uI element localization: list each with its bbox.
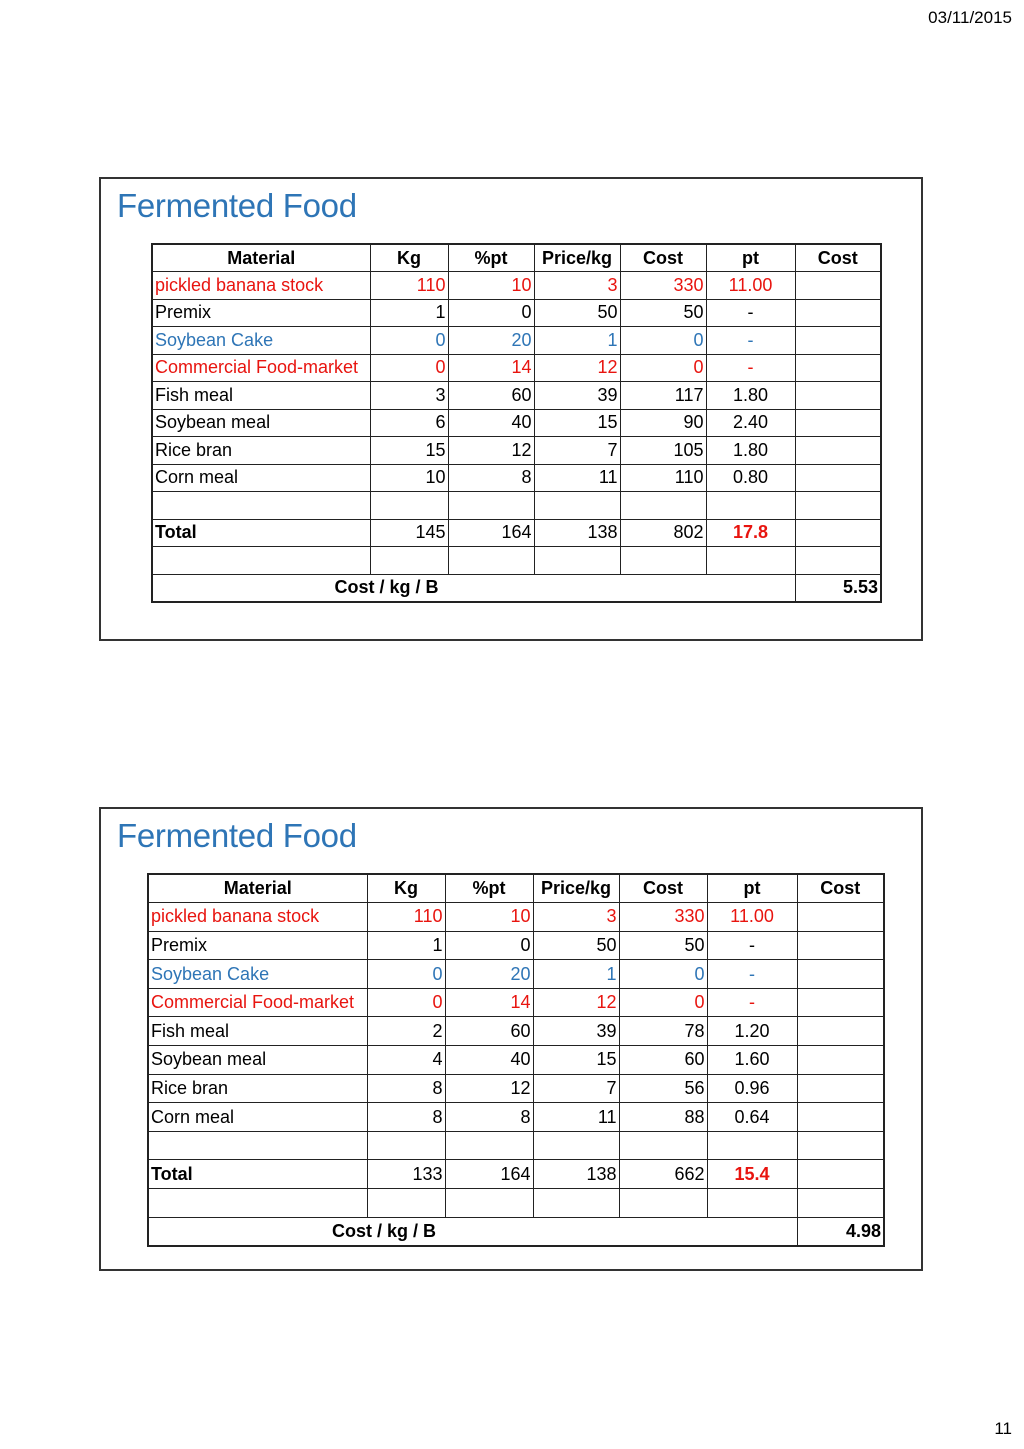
price-kg-cell: 39 <box>534 382 620 410</box>
pct-pt-cell: 0 <box>448 299 534 327</box>
table-row <box>152 354 881 382</box>
slide-title: Fermented Food <box>117 187 357 224</box>
material-cell: Premix <box>152 299 370 327</box>
price-kg-cell: 1 <box>534 327 620 355</box>
price-kg-cell: 12 <box>534 354 620 382</box>
kg-cell: 8 <box>367 1074 445 1103</box>
table-row <box>148 1074 884 1103</box>
column-header: pt <box>706 244 795 272</box>
cost2-cell <box>795 272 881 300</box>
price-kg-cell: 11 <box>534 464 620 492</box>
pt-cell: 0.96 <box>707 1074 797 1103</box>
empty-cell <box>448 492 534 520</box>
column-header: Cost <box>797 874 884 903</box>
material-cell: Corn meal <box>152 464 370 492</box>
cost-cell: 330 <box>619 903 707 932</box>
material-cell: Soybean Cake <box>148 960 367 989</box>
table-row <box>148 903 884 932</box>
column-header: pt <box>707 874 797 903</box>
pt-cell: 11.00 <box>706 272 795 300</box>
empty-cell <box>534 547 620 575</box>
cost-per-kg-label: Cost / kg / B <box>152 574 620 602</box>
pct-pt-cell: 12 <box>448 437 534 465</box>
kg-cell: 10 <box>370 464 448 492</box>
kg-cell: 3 <box>370 382 448 410</box>
price-kg-cell: 12 <box>533 988 619 1017</box>
table-row <box>148 1103 884 1132</box>
price-kg-cell: 15 <box>533 1046 619 1075</box>
empty-cell <box>620 547 706 575</box>
kg-cell: 2 <box>367 1017 445 1046</box>
total-label: Total <box>152 519 370 547</box>
kg-cell: 8 <box>367 1103 445 1132</box>
table-row <box>152 437 881 465</box>
kg-cell: 0 <box>370 354 448 382</box>
material-cell: Rice bran <box>152 437 370 465</box>
empty-cell <box>619 1189 707 1218</box>
empty-cell <box>795 492 881 520</box>
cost-per-kg-label: Cost / kg / B <box>148 1217 619 1246</box>
cost-per-kg-row <box>148 1217 884 1246</box>
pt-cell: - <box>707 931 797 960</box>
pt-cell: 1.80 <box>706 437 795 465</box>
empty-cell <box>148 1189 367 1218</box>
empty-cell <box>534 492 620 520</box>
material-cell: Soybean meal <box>152 409 370 437</box>
price-kg-cell: 3 <box>533 903 619 932</box>
cost-cell: 330 <box>620 272 706 300</box>
pt-cell: - <box>706 327 795 355</box>
price-kg-cell: 3 <box>534 272 620 300</box>
column-header: Material <box>152 244 370 272</box>
pt-cell: 1.60 <box>707 1046 797 1075</box>
kg-cell: 0 <box>370 327 448 355</box>
cost2-cell <box>797 1046 884 1075</box>
price-kg-cell: 11 <box>533 1103 619 1132</box>
empty-cell <box>620 574 795 602</box>
empty-cell <box>152 547 370 575</box>
column-header: %pt <box>448 244 534 272</box>
total-pct-pt: 164 <box>448 519 534 547</box>
empty-cell <box>152 492 370 520</box>
empty-cell <box>148 1131 367 1160</box>
cost2-cell <box>795 409 881 437</box>
empty-cell <box>533 1189 619 1218</box>
cost2-cell <box>797 960 884 989</box>
table-row <box>148 960 884 989</box>
total-price-kg: 138 <box>533 1160 619 1189</box>
table-row <box>148 988 884 1017</box>
table-row <box>152 299 881 327</box>
cost-per-kg-value: 5.53 <box>795 574 881 602</box>
price-kg-cell: 7 <box>533 1074 619 1103</box>
page-number: 11 <box>994 1419 1012 1438</box>
material-cell: Fish meal <box>152 382 370 410</box>
cost-cell: 50 <box>620 299 706 327</box>
pt-cell: - <box>707 988 797 1017</box>
empty-cell <box>706 547 795 575</box>
price-kg-cell: 50 <box>534 299 620 327</box>
price-kg-cell: 50 <box>533 931 619 960</box>
empty-cell <box>795 519 881 547</box>
pct-pt-cell: 8 <box>448 464 534 492</box>
cost-cell: 0 <box>619 960 707 989</box>
table-row <box>152 327 881 355</box>
slide-fermented-food-2 <box>99 807 923 1271</box>
empty-cell <box>795 547 881 575</box>
total-kg: 145 <box>370 519 448 547</box>
cost-cell: 0 <box>620 327 706 355</box>
material-cell: Commercial Food-market <box>148 988 367 1017</box>
cost-cell: 60 <box>619 1046 707 1075</box>
cost2-cell <box>795 299 881 327</box>
kg-cell: 0 <box>367 988 445 1017</box>
kg-cell: 1 <box>367 931 445 960</box>
pct-pt-cell: 10 <box>445 903 533 932</box>
pt-cell: 0.64 <box>707 1103 797 1132</box>
empty-cell <box>706 492 795 520</box>
pct-pt-cell: 14 <box>445 988 533 1017</box>
material-cell: pickled banana stock <box>148 903 367 932</box>
empty-row <box>148 1131 884 1160</box>
cost2-cell <box>797 1017 884 1046</box>
kg-cell: 1 <box>370 299 448 327</box>
table-row <box>148 931 884 960</box>
table-row <box>152 409 881 437</box>
slide-title: Fermented Food <box>117 817 357 854</box>
pt-cell: 2.40 <box>706 409 795 437</box>
total-cost: 662 <box>619 1160 707 1189</box>
empty-cell <box>445 1131 533 1160</box>
material-cell: Rice bran <box>148 1074 367 1103</box>
material-cell: Premix <box>148 931 367 960</box>
empty-cell <box>797 1131 884 1160</box>
cost2-cell <box>795 464 881 492</box>
cost2-cell <box>797 988 884 1017</box>
column-header: Kg <box>370 244 448 272</box>
cost2-cell <box>795 327 881 355</box>
table-row <box>148 1046 884 1075</box>
empty-cell <box>797 1189 884 1218</box>
total-label: Total <box>148 1160 367 1189</box>
pct-pt-cell: 20 <box>445 960 533 989</box>
feed-table <box>151 243 882 603</box>
total-kg: 133 <box>367 1160 445 1189</box>
kg-cell: 15 <box>370 437 448 465</box>
table-row <box>152 382 881 410</box>
column-header: Kg <box>367 874 445 903</box>
empty-cell <box>445 1189 533 1218</box>
pct-pt-cell: 8 <box>445 1103 533 1132</box>
pct-pt-cell: 0 <box>445 931 533 960</box>
total-cost: 802 <box>620 519 706 547</box>
pct-pt-cell: 20 <box>448 327 534 355</box>
kg-cell: 110 <box>367 903 445 932</box>
table-header-row <box>148 874 884 903</box>
material-cell: Soybean Cake <box>152 327 370 355</box>
material-cell: Fish meal <box>148 1017 367 1046</box>
slide-fermented-food-1 <box>99 177 923 641</box>
total-row <box>148 1160 884 1189</box>
price-kg-cell: 15 <box>534 409 620 437</box>
cost-cell: 110 <box>620 464 706 492</box>
pct-pt-cell: 40 <box>448 409 534 437</box>
empty-row <box>152 547 881 575</box>
cost-cell: 88 <box>619 1103 707 1132</box>
table-row <box>152 464 881 492</box>
kg-cell: 110 <box>370 272 448 300</box>
cost-per-kg-value: 4.98 <box>797 1217 884 1246</box>
empty-cell <box>707 1189 797 1218</box>
pt-cell: 11.00 <box>707 903 797 932</box>
pt-cell: - <box>706 299 795 327</box>
empty-cell <box>533 1131 619 1160</box>
cost2-cell <box>795 382 881 410</box>
cost2-cell <box>797 903 884 932</box>
pt-cell: - <box>706 354 795 382</box>
pct-pt-cell: 14 <box>448 354 534 382</box>
cost2-cell <box>797 1074 884 1103</box>
empty-cell <box>367 1189 445 1218</box>
cost-cell: 90 <box>620 409 706 437</box>
table-row <box>152 272 881 300</box>
column-header: Cost <box>620 244 706 272</box>
total-price-kg: 138 <box>534 519 620 547</box>
empty-cell <box>370 547 448 575</box>
pt-cell: - <box>707 960 797 989</box>
empty-row <box>148 1189 884 1218</box>
cost-cell: 117 <box>620 382 706 410</box>
total-pt: 17.8 <box>706 519 795 547</box>
column-header: Cost <box>619 874 707 903</box>
total-pct-pt: 164 <box>445 1160 533 1189</box>
column-header: Price/kg <box>533 874 619 903</box>
pct-pt-cell: 60 <box>448 382 534 410</box>
cost2-cell <box>795 354 881 382</box>
kg-cell: 4 <box>367 1046 445 1075</box>
column-header: Cost <box>795 244 881 272</box>
price-kg-cell: 7 <box>534 437 620 465</box>
empty-cell <box>448 547 534 575</box>
material-cell: Corn meal <box>148 1103 367 1132</box>
empty-cell <box>707 1131 797 1160</box>
pt-cell: 0.80 <box>706 464 795 492</box>
cost-per-kg-row <box>152 574 881 602</box>
cost2-cell <box>795 437 881 465</box>
cost-cell: 0 <box>620 354 706 382</box>
table-row <box>148 1017 884 1046</box>
empty-cell <box>367 1131 445 1160</box>
material-cell: Soybean meal <box>148 1046 367 1075</box>
page-date: 03/11/2015 <box>928 8 1012 27</box>
column-header: %pt <box>445 874 533 903</box>
empty-cell <box>619 1217 797 1246</box>
price-kg-cell: 1 <box>533 960 619 989</box>
column-header: Price/kg <box>534 244 620 272</box>
pt-cell: 1.20 <box>707 1017 797 1046</box>
kg-cell: 0 <box>367 960 445 989</box>
column-header: Material <box>148 874 367 903</box>
pct-pt-cell: 10 <box>448 272 534 300</box>
feed-table <box>147 873 885 1247</box>
kg-cell: 6 <box>370 409 448 437</box>
material-cell: pickled banana stock <box>152 272 370 300</box>
total-pt: 15.4 <box>707 1160 797 1189</box>
empty-cell <box>797 1160 884 1189</box>
pct-pt-cell: 60 <box>445 1017 533 1046</box>
total-row <box>152 519 881 547</box>
empty-cell <box>619 1131 707 1160</box>
empty-row <box>152 492 881 520</box>
cost-cell: 105 <box>620 437 706 465</box>
cost-cell: 56 <box>619 1074 707 1103</box>
empty-cell <box>370 492 448 520</box>
pct-pt-cell: 40 <box>445 1046 533 1075</box>
pct-pt-cell: 12 <box>445 1074 533 1103</box>
cost-cell: 78 <box>619 1017 707 1046</box>
pt-cell: 1.80 <box>706 382 795 410</box>
cost2-cell <box>797 931 884 960</box>
table-header-row <box>152 244 881 272</box>
cost-cell: 0 <box>619 988 707 1017</box>
empty-cell <box>620 492 706 520</box>
cost-cell: 50 <box>619 931 707 960</box>
cost2-cell <box>797 1103 884 1132</box>
material-cell: Commercial Food-market <box>152 354 370 382</box>
price-kg-cell: 39 <box>533 1017 619 1046</box>
